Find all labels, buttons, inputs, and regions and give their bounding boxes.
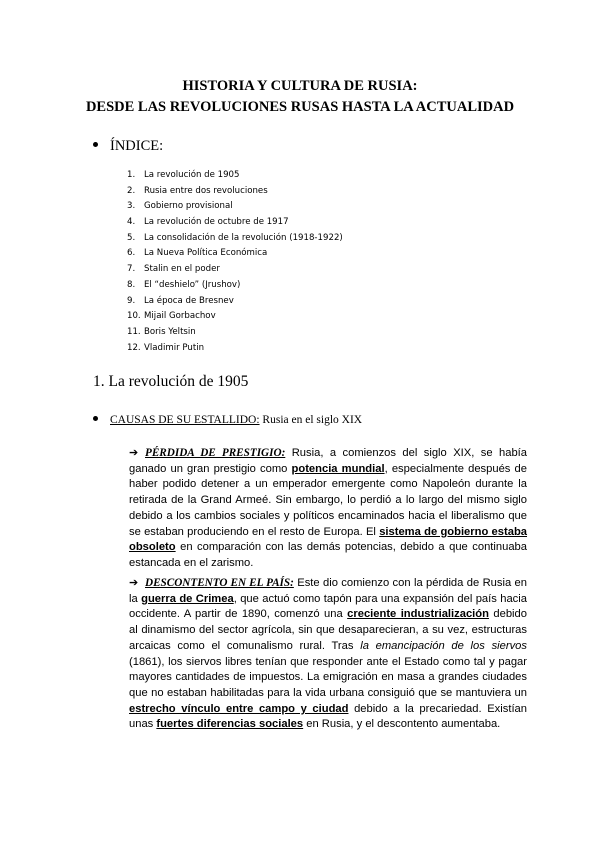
toc-item-number: 2. [127, 185, 136, 196]
toc-item [127, 341, 343, 357]
toc-item-label: La época de Bresnev [144, 295, 234, 306]
toc-item-label: La Nueva Política Económica [144, 248, 268, 259]
toc-item-label: La revolución de 1905 [144, 170, 240, 180]
toc-item-number: 8. [127, 279, 136, 290]
toc-item [127, 199, 343, 215]
table-of-contents [127, 168, 343, 356]
causes-heading: CAUSAS DE SU ESTALLIDO: Rusia en el siglo XIX [93, 414, 362, 426]
toc-item [127, 325, 343, 341]
document-title-line2: DESDE LAS REVOLUCIONES RUSAS HASTA LA ACTUALIDAD [85, 99, 515, 115]
toc-item-number: 7. [127, 264, 136, 275]
toc-item-label: El “deshielo” (Jrushov) [144, 279, 241, 290]
arrow-icon: ➔ [129, 577, 139, 589]
bullet-icon [93, 142, 98, 147]
toc-item [127, 231, 343, 247]
toc-item [127, 309, 343, 325]
toc-item [127, 184, 343, 200]
toc-item-label: Stalin en el poder [144, 264, 220, 275]
document-title-line1: HISTORIA Y CULTURA DE RUSIA: [182, 78, 418, 94]
toc-item [127, 215, 343, 231]
toc-item-label: Mijail Gorbachov [144, 311, 216, 322]
toc-item [127, 294, 343, 310]
arrow-icon: ➔ [129, 447, 139, 459]
toc-item-label: Gobierno provisional [144, 201, 233, 212]
toc-item-number: 11. [127, 326, 141, 337]
toc-item [127, 262, 343, 278]
toc-item-label: Vladimir Putin [144, 342, 205, 353]
bullet-icon [93, 416, 98, 421]
paragraph-descontento: ➔ DESCONTENTO EN EL PAÍS: Este dio comienzo con la pérdida de Rusia en la guerra de Crimea, que actuó como tapón para una expansión del país hacia occidente. A partir de 1890, comenzó una creciente industrialización debido al dinamismo del sector agrícola, sin que desaparecieran, a su vez, estructuras arcaicas como el comunalismo rural. Tras la emancipación de los siervos (1861), los siervos libres tenían que responder ante el Estado como tal y pagar mayores cantidades de impuestos. La emigración en masa a grandes ciudades que no estaban habilitadas para la vida urbana consiguió que se mantuviera un estrecho vínculo entre campo y ciudad debido a la precariedad. Existían unas fuertes diferencias sociales en Rusia, y el descontento aumentaba. [129, 577, 528, 731]
toc-item-number: 12. [127, 342, 141, 353]
paragraph-prestigio: ➔ PÉRDIDA DE PRESTIGIO: Rusia, a comienzos del siglo XIX, se había ganado un gran prestigio como potencia mundial, especialmente después de haber podido detener a un emperador emergente como Napoleón durante la retirada de la Grand Armeé. Sin embargo, lo perdió a lo largo del mismo siglo debido a los cambios sociales y políticos encaminados hacia el liberalismo que se estaban produciendo en el resto de Europa. El sistema de gobierno estaba obsoleto en comparación con las demás potencias, debido a que continuaba estancada en el zarismo. [129, 447, 528, 569]
toc-item-number: 9. [127, 295, 136, 306]
toc-item-label: La revolución de octubre de 1917 [144, 217, 289, 228]
toc-item [127, 278, 343, 294]
toc-item [127, 246, 343, 262]
toc-item-number: 5. [127, 232, 136, 243]
section-heading: 1. La revolución de 1905 [93, 373, 249, 390]
toc-item-label: La consolidación de la revolución (1918-1922) [144, 232, 343, 243]
toc-item-number: 3. [127, 201, 136, 212]
index-heading: ÍNDICE: [93, 138, 163, 155]
toc-item-number: 4. [127, 217, 136, 228]
toc-item-number: 10. [127, 311, 141, 322]
toc-item-number: 6. [127, 248, 136, 259]
toc-item-number: 1. [127, 170, 136, 180]
toc-item-label: Boris Yeltsin [144, 326, 196, 337]
toc-item-label: Rusia entre dos revoluciones [144, 185, 268, 196]
toc-item [127, 168, 343, 184]
